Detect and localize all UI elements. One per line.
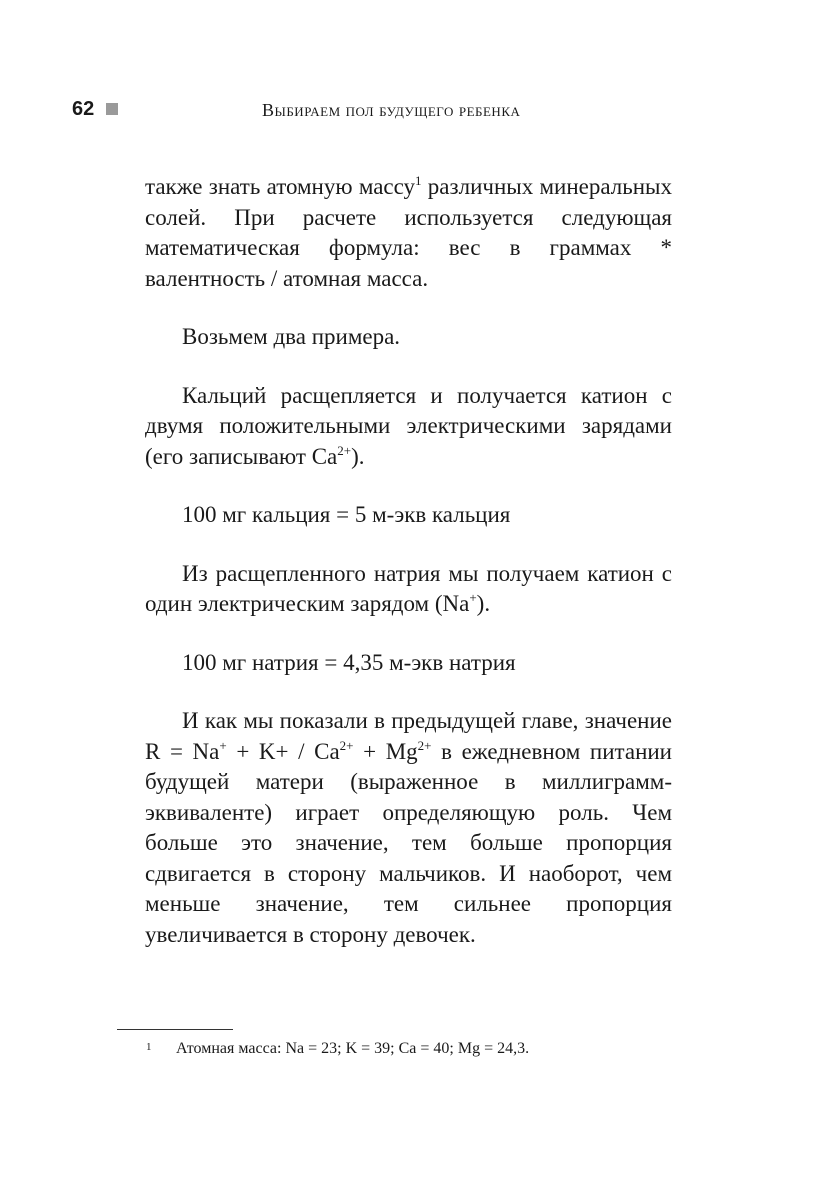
- sodium-charge: +: [469, 590, 477, 605]
- running-title: Выбираем пол будущего ребенка: [262, 100, 521, 120]
- paragraph-7-text-a: И как мы показали в предыдущей главе, значение R = Na: [145, 708, 672, 764]
- paragraph-7-text-d: в ежедневном питании будущей матери (выраженное в миллиграмм-эквиваленте) играет определяющую роль. Чем больше это значение, тем больше пропорция сдвигается в сторону мальчиков. И наоборот, чем меньше значение, тем сильнее пропорция увеличивается в сторону девочек.: [145, 738, 672, 947]
- magnesium-charge: 2+: [417, 737, 432, 753]
- page-header: [0, 96, 817, 126]
- calcium-formula: 100 мг кальция = 5 м-экв кальция: [182, 502, 511, 527]
- paragraph-1: [145, 172, 672, 294]
- sodium-charge-2: +: [219, 737, 227, 753]
- paragraph-1-text-b: различных минеральных солей. При расчете используется следующая математическая формула: вес в граммах * валентность / атомная масса.: [145, 174, 673, 291]
- calcium-charge-2: 2+: [339, 737, 354, 753]
- paragraph-7-text-c: + Mg: [353, 738, 418, 764]
- paragraph-3-text-a: Кальций расщепляется и получается катион с двумя положительными электрическими зарядами (его записывают Ca: [145, 382, 672, 469]
- paragraph-5: [145, 559, 672, 620]
- footnote-reference: 1: [415, 173, 422, 188]
- header-square-icon: [106, 103, 118, 115]
- paragraph-1-text-a: также знать атомную массу: [145, 174, 416, 199]
- paragraph-3: [145, 381, 672, 473]
- footnote-text: Атомная масса: Na = 23; K = 39; Ca = 40; Mg = 24,3.: [176, 1040, 530, 1057]
- page-number: 62: [72, 98, 95, 120]
- footnote-divider: [117, 1029, 233, 1030]
- calcium-charge: 2+: [337, 442, 352, 458]
- paragraph-5-text-a: Из расщепленного натрия мы получаем катион с один электрическим зарядом (Na: [145, 560, 672, 616]
- paragraph-2: Возьмем два примера.: [182, 324, 401, 349]
- footnote-mark: 1: [146, 1041, 152, 1053]
- body-text: [145, 172, 672, 950]
- paragraph-5-text-b: ).: [476, 591, 491, 616]
- paragraph-7-text-b: + K+ / Ca: [226, 738, 340, 764]
- paragraph-3-text-b: ).: [351, 443, 365, 469]
- paragraph-7: [145, 706, 672, 950]
- sodium-formula: 100 мг натрия = 4,35 м-экв натрия: [182, 649, 516, 675]
